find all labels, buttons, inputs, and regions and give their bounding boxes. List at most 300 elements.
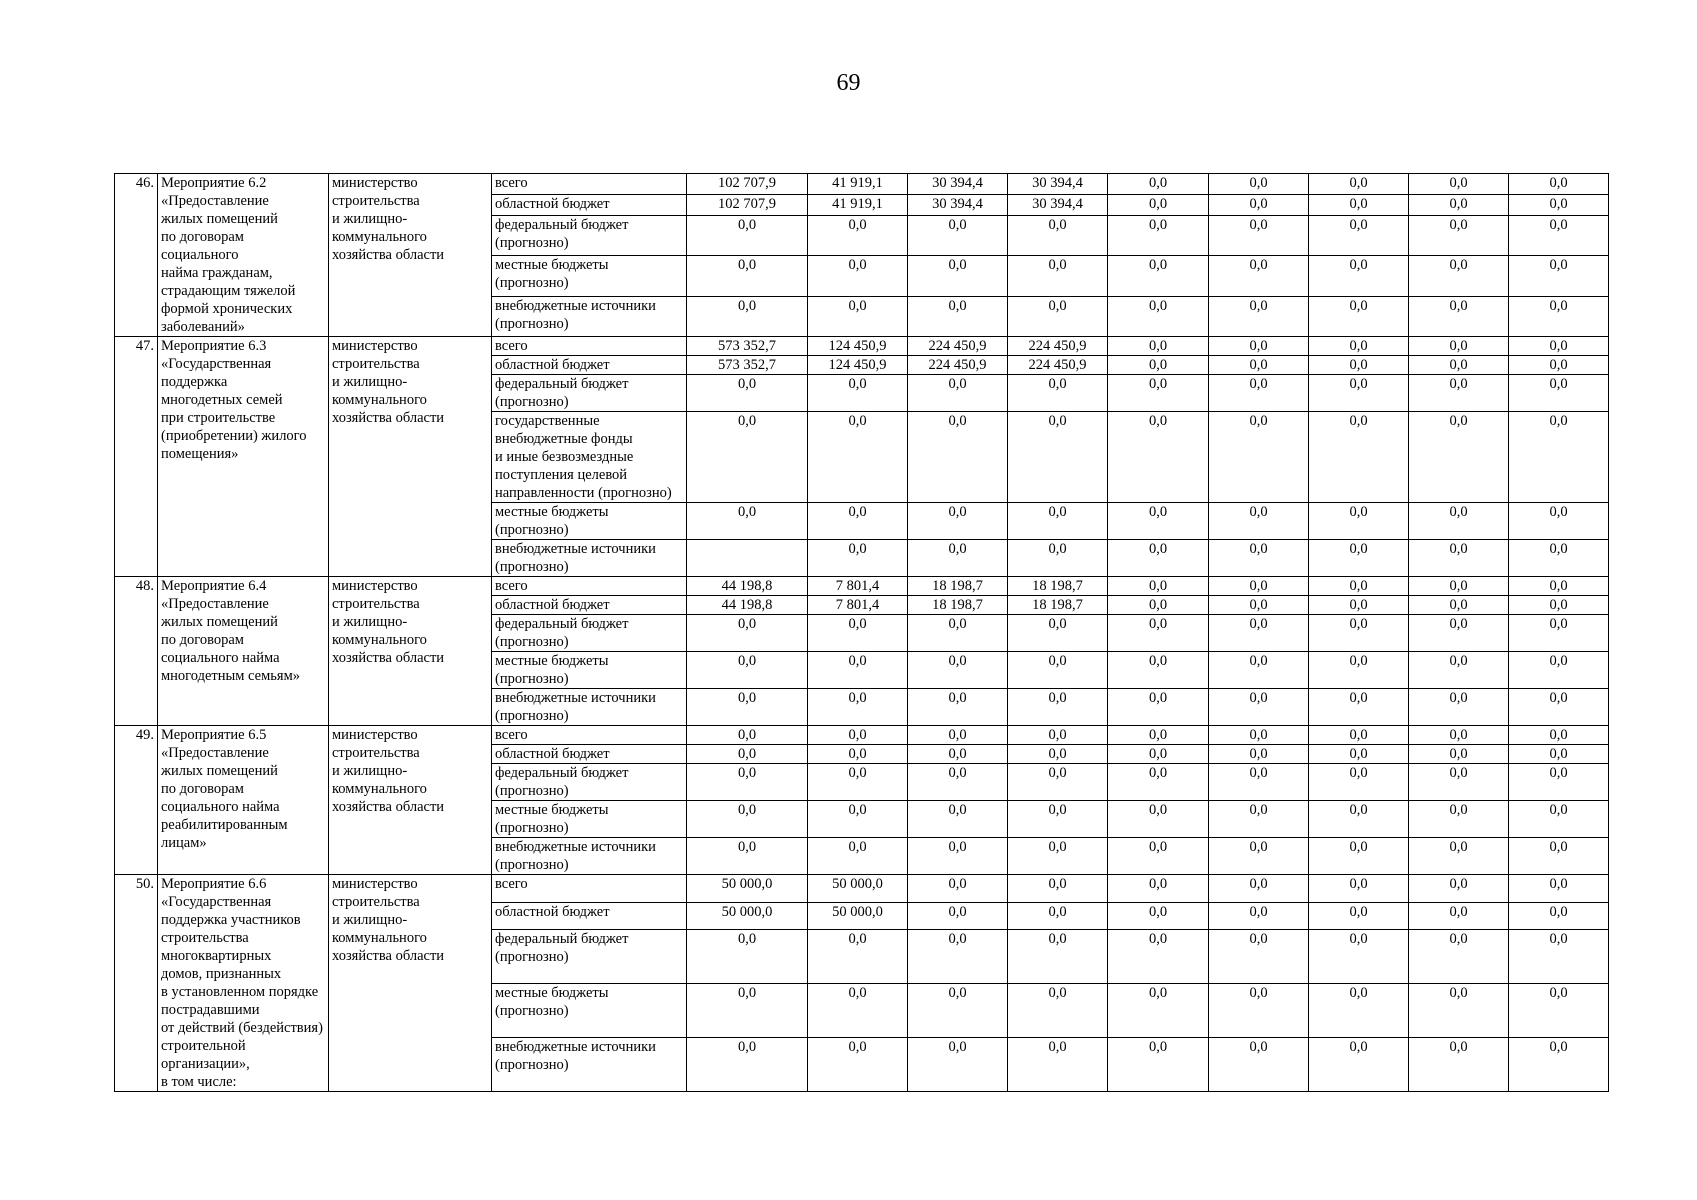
executor-line: строительства [332, 745, 420, 761]
amount-cell: 0,0 [1309, 412, 1409, 503]
funding-source-line: федеральный бюджет [495, 216, 629, 233]
amount-cell: 0,0 [1409, 174, 1509, 195]
event-name-line: строительства [161, 930, 249, 946]
amount-cell: 0,0 [687, 764, 808, 801]
amount-cell: 0,0 [1209, 174, 1309, 195]
amount-cell: 0,0 [1509, 296, 1609, 337]
event-name-line: организации», [161, 1056, 250, 1072]
funding-source-line: областной бюджет [495, 903, 610, 920]
amount-cell: 573 352,7 [687, 337, 808, 356]
amount-cell: 0,0 [808, 412, 908, 503]
event-name-line: Мероприятие 6.2 [161, 175, 267, 191]
event-name-line: Мероприятие 6.3 [161, 338, 267, 354]
amount-cell: 0,0 [908, 902, 1008, 930]
amount-cell: 0,0 [1209, 764, 1309, 801]
amount-cell: 0,0 [687, 726, 808, 745]
executor-line: хозяйства области [332, 799, 445, 815]
amount-cell: 0,0 [687, 689, 808, 726]
amount-cell: 0,0 [1509, 174, 1609, 195]
executor-cell [329, 726, 492, 875]
event-name-line: «Государственная [161, 356, 272, 372]
amount-cell: 0,0 [687, 801, 808, 838]
funding-source-line: федеральный бюджет [495, 931, 629, 948]
amount-cell: 0,0 [1409, 194, 1509, 215]
amount-cell: 0,0 [1409, 1038, 1509, 1092]
amount-cell: 0,0 [687, 503, 808, 540]
amount-cell: 0,0 [1509, 745, 1609, 764]
executor-line: коммунального [332, 392, 427, 408]
amount-cell: 0,0 [1209, 337, 1309, 356]
amount-cell: 0,0 [1509, 540, 1609, 577]
funding-source-line: местные бюджеты [495, 504, 609, 520]
funding-source-cell [492, 596, 687, 615]
amount-cell: 0,0 [687, 1038, 808, 1092]
amount-cell: 0,0 [808, 540, 908, 577]
amount-cell: 0,0 [1108, 596, 1209, 615]
amount-cell: 0,0 [1108, 1038, 1209, 1092]
amount-cell: 0,0 [908, 215, 1008, 255]
amount-cell: 0,0 [908, 256, 1008, 296]
funding-source-cell [492, 194, 687, 215]
funding-source-line: внебюджетные источники [495, 541, 656, 557]
amount-cell: 0,0 [1108, 375, 1209, 412]
funding-source-line: государственные [495, 413, 600, 429]
amount-cell: 0,0 [1509, 337, 1609, 356]
funding-source-cell [492, 801, 687, 838]
amount-cell: 41 919,1 [808, 194, 908, 215]
amount-cell: 0,0 [908, 1038, 1008, 1092]
amount-cell: 0,0 [1509, 503, 1609, 540]
amount-cell: 0,0 [1008, 764, 1108, 801]
funding-source-line: всего [495, 175, 528, 191]
amount-cell: 0,0 [1509, 875, 1609, 903]
amount-cell: 0,0 [1409, 256, 1509, 296]
funding-source-cell [492, 689, 687, 726]
executor-line: хозяйства области [332, 948, 445, 964]
funding-source-line: местные бюджеты [495, 257, 609, 274]
funding-source-cell [492, 930, 687, 984]
funding-source-line: всего [495, 727, 528, 743]
amount-cell: 0,0 [1008, 503, 1108, 540]
executor-line: хозяйства области [332, 650, 445, 666]
funding-source-line: (прогнозно) [495, 522, 569, 538]
amount-cell: 0,0 [1309, 256, 1409, 296]
funding-source-line: областной бюджет [495, 195, 610, 212]
funding-source-line: (прогнозно) [495, 857, 569, 873]
amount-cell: 0,0 [1108, 745, 1209, 764]
funding-source-line: внебюджетные источники [495, 297, 656, 314]
funding-source-cell [492, 256, 687, 296]
amount-cell: 0,0 [1309, 356, 1409, 375]
funding-source-line: (прогнозно) [495, 1057, 569, 1074]
amount-cell: 0,0 [1509, 801, 1609, 838]
event-name-line: помещения» [161, 446, 239, 462]
executor-line: коммунального [332, 930, 427, 946]
amount-cell: 0,0 [808, 984, 908, 1038]
funding-source-cell [492, 745, 687, 764]
amount-cell: 0,0 [687, 745, 808, 764]
amount-cell: 0,0 [1108, 615, 1209, 652]
funding-source-line: внебюджетные фонды [495, 431, 633, 447]
row-number: 48. [115, 577, 158, 726]
funding-source-line: внебюджетные источники [495, 1039, 656, 1056]
table-row [115, 174, 1609, 195]
executor-line: министерство [332, 876, 418, 892]
amount-cell: 0,0 [1108, 902, 1209, 930]
funding-source-cell [492, 652, 687, 689]
amount-cell: 50 000,0 [687, 875, 808, 903]
amount-cell: 0,0 [1309, 689, 1409, 726]
amount-cell: 0,0 [1008, 615, 1108, 652]
amount-cell: 0,0 [1209, 726, 1309, 745]
amount-cell: 0,0 [1209, 412, 1309, 503]
amount-cell: 0,0 [1309, 596, 1409, 615]
executor-line: коммунального [332, 229, 427, 245]
amount-cell: 224 450,9 [908, 356, 1008, 375]
event-name-line: при строительстве [161, 410, 276, 426]
event-name-line: Мероприятие 6.5 [161, 727, 267, 743]
amount-cell: 0,0 [1409, 764, 1509, 801]
amount-cell: 0,0 [1108, 875, 1209, 903]
amount-cell: 0,0 [808, 503, 908, 540]
funding-source-line: (прогнозно) [495, 671, 569, 687]
amount-cell: 18 198,7 [1008, 577, 1108, 596]
amount-cell: 0,0 [687, 375, 808, 412]
executor-line: строительства [332, 894, 420, 910]
amount-cell: 0,0 [1209, 875, 1309, 903]
amount-cell: 0,0 [1008, 540, 1108, 577]
amount-cell: 0,0 [1409, 503, 1509, 540]
amount-cell: 0,0 [1209, 1038, 1309, 1092]
amount-cell: 0,0 [1108, 356, 1209, 375]
event-name-line: многодетным семьям» [161, 668, 300, 684]
executor-cell [329, 174, 492, 337]
funding-source-line: федеральный бюджет [495, 376, 629, 392]
event-name-line: найма гражданам, [161, 265, 273, 281]
amount-cell: 0,0 [1509, 1038, 1609, 1092]
event-name-line: домов, признанных [161, 966, 282, 982]
amount-cell: 0,0 [908, 930, 1008, 984]
amount-cell: 0,0 [1008, 726, 1108, 745]
amount-cell: 0,0 [1309, 577, 1409, 596]
amount-cell: 0,0 [1509, 375, 1609, 412]
funding-source-cell [492, 174, 687, 195]
amount-cell: 0,0 [808, 745, 908, 764]
amount-cell: 0,0 [1409, 745, 1509, 764]
amount-cell: 0,0 [1309, 726, 1409, 745]
event-name-line: лицам» [161, 835, 207, 851]
page-number: 69 [836, 70, 861, 96]
amount-cell: 0,0 [1409, 540, 1509, 577]
funding-source-cell [492, 577, 687, 596]
funding-source-line: (прогнозно) [495, 234, 569, 251]
amount-cell: 0,0 [1509, 577, 1609, 596]
amount-cell: 0,0 [1209, 577, 1309, 596]
amount-cell: 0,0 [1309, 1038, 1409, 1092]
funding-source-cell [492, 615, 687, 652]
amount-cell: 0,0 [1409, 356, 1509, 375]
funding-source-line: местные бюджеты [495, 653, 609, 669]
amount-cell: 0,0 [1509, 652, 1609, 689]
amount-cell: 0,0 [1409, 838, 1509, 875]
amount-cell: 0,0 [1008, 984, 1108, 1038]
amount-cell: 0,0 [808, 375, 908, 412]
event-name-line: «Предоставление [161, 193, 269, 209]
funding-source-line: местные бюджеты [495, 985, 609, 1002]
funding-source-line: всего [495, 338, 528, 354]
amount-cell: 0,0 [1509, 356, 1609, 375]
event-name-line: по договорам [161, 632, 244, 648]
amount-cell: 0,0 [1409, 296, 1509, 337]
amount-cell: 0,0 [808, 764, 908, 801]
amount-cell: 0,0 [1509, 930, 1609, 984]
amount-cell: 0,0 [1108, 540, 1209, 577]
amount-cell: 0,0 [1309, 764, 1409, 801]
row-number: 47. [115, 337, 158, 577]
executor-line: коммунального [332, 632, 427, 648]
amount-cell: 0,0 [908, 689, 1008, 726]
executor-cell [329, 875, 492, 1092]
funding-source-line: областной бюджет [495, 746, 610, 762]
amount-cell: 102 707,9 [687, 194, 808, 215]
event-name-line: жилых помещений [161, 211, 278, 227]
event-name-line: страдающим тяжелой [161, 283, 296, 299]
executor-cell [329, 577, 492, 726]
amount-cell: 0,0 [1108, 984, 1209, 1038]
amount-cell: 0,0 [1108, 930, 1209, 984]
funding-source-cell [492, 540, 687, 577]
amount-cell: 30 394,4 [1008, 174, 1108, 195]
amount-cell: 44 198,8 [687, 577, 808, 596]
amount-cell: 0,0 [1108, 296, 1209, 337]
amount-cell: 0,0 [808, 215, 908, 255]
amount-cell: 0,0 [1209, 375, 1309, 412]
event-name-line: формой хронических [161, 301, 293, 317]
amount-cell: 0,0 [1108, 337, 1209, 356]
amount-cell: 0,0 [908, 412, 1008, 503]
executor-line: министерство [332, 727, 418, 743]
amount-cell: 0,0 [1209, 801, 1309, 838]
amount-cell: 0,0 [1108, 174, 1209, 195]
amount-cell: 0,0 [1509, 256, 1609, 296]
amount-cell: 0,0 [1209, 984, 1309, 1038]
funding-source-cell [492, 875, 687, 903]
amount-cell: 0,0 [1108, 689, 1209, 726]
funding-source-cell [492, 984, 687, 1038]
amount-cell: 0,0 [1309, 984, 1409, 1038]
amount-cell: 0,0 [1409, 577, 1509, 596]
executor-line: коммунального [332, 781, 427, 797]
amount-cell: 0,0 [1008, 1038, 1108, 1092]
funding-source-line: (прогнозно) [495, 394, 569, 410]
amount-cell: 0,0 [1209, 296, 1309, 337]
amount-cell: 0,0 [1108, 256, 1209, 296]
table-row [115, 726, 1609, 745]
amount-cell: 0,0 [1309, 652, 1409, 689]
amount-cell: 0,0 [808, 838, 908, 875]
amount-cell: 0,0 [808, 296, 908, 337]
amount-cell: 0,0 [1409, 930, 1509, 984]
amount-cell: 0,0 [1008, 256, 1108, 296]
amount-cell: 0,0 [1409, 375, 1509, 412]
amount-cell: 0,0 [1309, 540, 1409, 577]
event-name-line: в установленном порядке [161, 984, 319, 1000]
amount-cell: 0,0 [908, 375, 1008, 412]
amount-cell: 0,0 [1008, 838, 1108, 875]
amount-cell: 0,0 [1409, 726, 1509, 745]
amount-cell: 0,0 [1309, 615, 1409, 652]
amount-cell: 0,0 [808, 256, 908, 296]
amount-cell: 0,0 [1309, 902, 1409, 930]
amount-cell: 0,0 [1008, 215, 1108, 255]
funding-source-cell [492, 356, 687, 375]
amount-cell: 102 707,9 [687, 174, 808, 195]
funding-source-cell [492, 375, 687, 412]
event-name-line: строительной [161, 1038, 246, 1054]
amount-cell: 0,0 [687, 615, 808, 652]
amount-cell: 0,0 [1309, 745, 1409, 764]
executor-line: и жилищно- [332, 374, 408, 390]
event-name-line: социального найма [161, 650, 280, 666]
amount-cell: 0,0 [1108, 412, 1209, 503]
amount-cell: 0,0 [1409, 412, 1509, 503]
amount-cell: 124 450,9 [808, 356, 908, 375]
amount-cell: 0,0 [1108, 215, 1209, 255]
amount-cell: 0,0 [1409, 801, 1509, 838]
amount-cell: 0,0 [1309, 503, 1409, 540]
amount-cell: 0,0 [1409, 596, 1509, 615]
amount-cell: 0,0 [1008, 412, 1108, 503]
amount-cell: 0,0 [1509, 764, 1609, 801]
amount-cell: 0,0 [908, 801, 1008, 838]
amount-cell: 0,0 [1309, 337, 1409, 356]
funding-source-line: (прогнозно) [495, 949, 569, 966]
amount-cell: 50 000,0 [808, 902, 908, 930]
amount-cell: 0,0 [1409, 902, 1509, 930]
budget-table-body [115, 174, 1609, 1092]
event-name-line: пострадавшими [161, 1002, 260, 1018]
amount-cell: 41 919,1 [808, 174, 908, 195]
amount-cell: 18 198,7 [1008, 596, 1108, 615]
amount-cell: 0,0 [908, 838, 1008, 875]
amount-cell: 0,0 [1509, 596, 1609, 615]
amount-cell: 0,0 [908, 745, 1008, 764]
amount-cell: 0,0 [1108, 577, 1209, 596]
amount-cell: 0,0 [1108, 194, 1209, 215]
amount-cell: 0,0 [1008, 930, 1108, 984]
amount-cell: 44 198,8 [687, 596, 808, 615]
funding-source-line: и иные безвозмездные [495, 449, 634, 465]
funding-source-line: (прогнозно) [495, 315, 569, 332]
amount-cell: 0,0 [1008, 296, 1108, 337]
amount-cell: 224 450,9 [1008, 337, 1108, 356]
amount-cell: 0,0 [1209, 745, 1309, 764]
amount-cell: 0,0 [1108, 838, 1209, 875]
executor-line: и жилищно- [332, 211, 408, 227]
amount-cell: 0,0 [1108, 801, 1209, 838]
amount-cell: 0,0 [1209, 596, 1309, 615]
event-name-line: (приобретении) жилого [161, 428, 307, 444]
executor-line: министерство [332, 175, 418, 191]
amount-cell: 0,0 [1409, 337, 1509, 356]
event-name-line: по договорам [161, 781, 244, 797]
amount-cell: 0,0 [1108, 764, 1209, 801]
row-number: 46. [115, 174, 158, 337]
event-name-line: «Предоставление [161, 745, 269, 761]
amount-cell: 0,0 [1008, 902, 1108, 930]
funding-source-line: (прогнозно) [495, 275, 569, 292]
amount-cell: 0,0 [687, 652, 808, 689]
amount-cell: 0,0 [1008, 745, 1108, 764]
amount-cell: 0,0 [808, 652, 908, 689]
funding-source-line: федеральный бюджет [495, 616, 629, 632]
amount-cell: 0,0 [908, 652, 1008, 689]
amount-cell: 0,0 [808, 726, 908, 745]
amount-cell: 0,0 [1209, 356, 1309, 375]
funding-source-cell [492, 215, 687, 255]
amount-cell: 0,0 [1108, 652, 1209, 689]
amount-cell: 50 000,0 [687, 902, 808, 930]
event-name-line: реабилитированным [161, 817, 288, 833]
amount-cell: 0,0 [687, 256, 808, 296]
event-name-cell [158, 337, 329, 577]
amount-cell: 0,0 [1509, 902, 1609, 930]
amount-cell: 0,0 [1108, 503, 1209, 540]
funding-source-line: (прогнозно) [495, 783, 569, 799]
amount-cell: 0,0 [908, 984, 1008, 1038]
funding-source-cell [492, 902, 687, 930]
amount-cell: 0,0 [1509, 412, 1609, 503]
executor-line: министерство [332, 578, 418, 594]
event-name-line: социального найма [161, 799, 280, 815]
amount-cell: 0,0 [1509, 984, 1609, 1038]
amount-cell: 0,0 [1209, 194, 1309, 215]
amount-cell: 0,0 [908, 726, 1008, 745]
executor-line: министерство [332, 338, 418, 354]
event-name-line: от действий (бездействия) [161, 1020, 323, 1036]
event-name-line: в том числе: [161, 1074, 237, 1090]
funding-source-cell [492, 726, 687, 745]
table-row [115, 577, 1609, 596]
amount-cell: 0,0 [1409, 615, 1509, 652]
executor-cell [329, 337, 492, 577]
executor-line: хозяйства области [332, 410, 445, 426]
executor-line: хозяйства области [332, 247, 445, 263]
event-name-line: жилых помещений [161, 614, 278, 630]
amount-cell: 0,0 [1509, 726, 1609, 745]
table-row [115, 337, 1609, 356]
amount-cell: 0,0 [687, 930, 808, 984]
amount-cell: 573 352,7 [687, 356, 808, 375]
amount-cell: 0,0 [808, 1038, 908, 1092]
amount-cell: 0,0 [1409, 689, 1509, 726]
amount-cell: 0,0 [687, 984, 808, 1038]
amount-cell: 18 198,7 [908, 596, 1008, 615]
funding-source-line: (прогнозно) [495, 1003, 569, 1020]
amount-cell: 0,0 [808, 689, 908, 726]
event-name-line: по договорам социального [161, 229, 244, 263]
amount-cell: 0,0 [908, 875, 1008, 903]
amount-cell [687, 540, 808, 577]
amount-cell: 0,0 [1309, 296, 1409, 337]
amount-cell: 0,0 [1309, 930, 1409, 984]
amount-cell: 0,0 [1008, 801, 1108, 838]
table-row [115, 875, 1609, 903]
amount-cell: 0,0 [1309, 215, 1409, 255]
amount-cell: 0,0 [908, 503, 1008, 540]
amount-cell: 0,0 [1209, 615, 1309, 652]
event-name-line: Мероприятие 6.6 [161, 876, 267, 892]
